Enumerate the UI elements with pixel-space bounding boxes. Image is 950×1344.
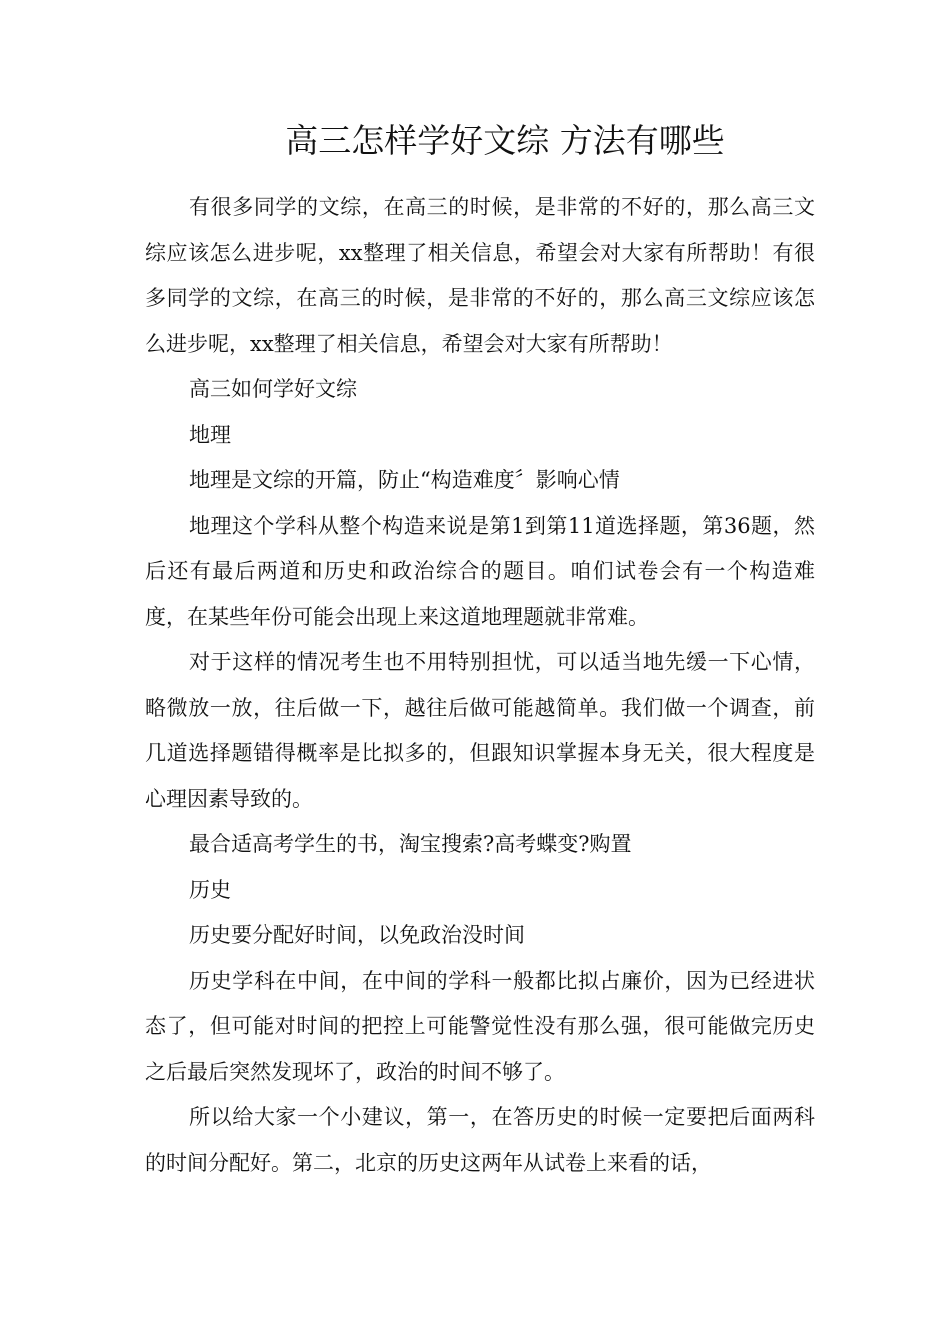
book-recommendation: 最合适高考学生的书，淘宝搜索?高考蝶变?购置 — [189, 832, 632, 856]
geography-subtitle: 地理是文综的开篇，防止“构造难度〞影响心情 — [189, 468, 620, 492]
paragraph-intro: 有很多同学的文综，在高三的时候，是非常的不好的，那么高三文综应该怎么进步呢，xx整理了相关信息，希望会对大家有所帮助！有很多同学的文综，在高三的时候，是非常的不好的，那么高三文综应该怎么进步呢，xx整理了相关信息，希望会对大家有所帮助！ — [145, 195, 815, 356]
subject-heading-geography: 地理 — [189, 422, 231, 447]
document-body — [145, 185, 815, 1186]
history-subtitle: 历史要分配好时间，以免政治没时间 — [189, 923, 525, 947]
geography-paragraph-structure: 地理这个学科从整个构造来说是第1到第11道选择题，第36题，然后还有最后两道和历史和政治综合的题目。咱们试卷会有一个构造难度，在某些年份可能会出现上来这道地理题就非常难。 — [145, 513, 815, 629]
subject-heading-history: 历史 — [189, 877, 231, 902]
geography-paragraph-advice: 对于这样的情况考生也不用特别担忧，可以适当地先缓一下心情，略微放一放，往后做一下，越往后做可能越简单。我们做一个调查，前几道选择题错得概率是比拟多的，但跟知识掌握本身无关，很大程度是心理因素导致的。 — [145, 650, 815, 811]
document-title: 高三怎样学好文综 方法有哪些 — [285, 121, 725, 160]
history-paragraph-suggestion: 所以给大家一个小建议，第一，在答历史的时候一定要把后面两科的时间分配好。第二，北京的历史这两年从试卷上来看的话， — [145, 1105, 815, 1175]
history-paragraph-timing: 历史学科在中间，在中间的学科一般都比拟占廉价，因为已经进状态了，但可能对时间的把控上可能警觉性没有那么强，很可能做完历史之后最后突然发现坏了，政治的时间不够了。 — [145, 968, 815, 1084]
section-heading-how-to-learn: 高三如何学好文综 — [189, 377, 357, 401]
